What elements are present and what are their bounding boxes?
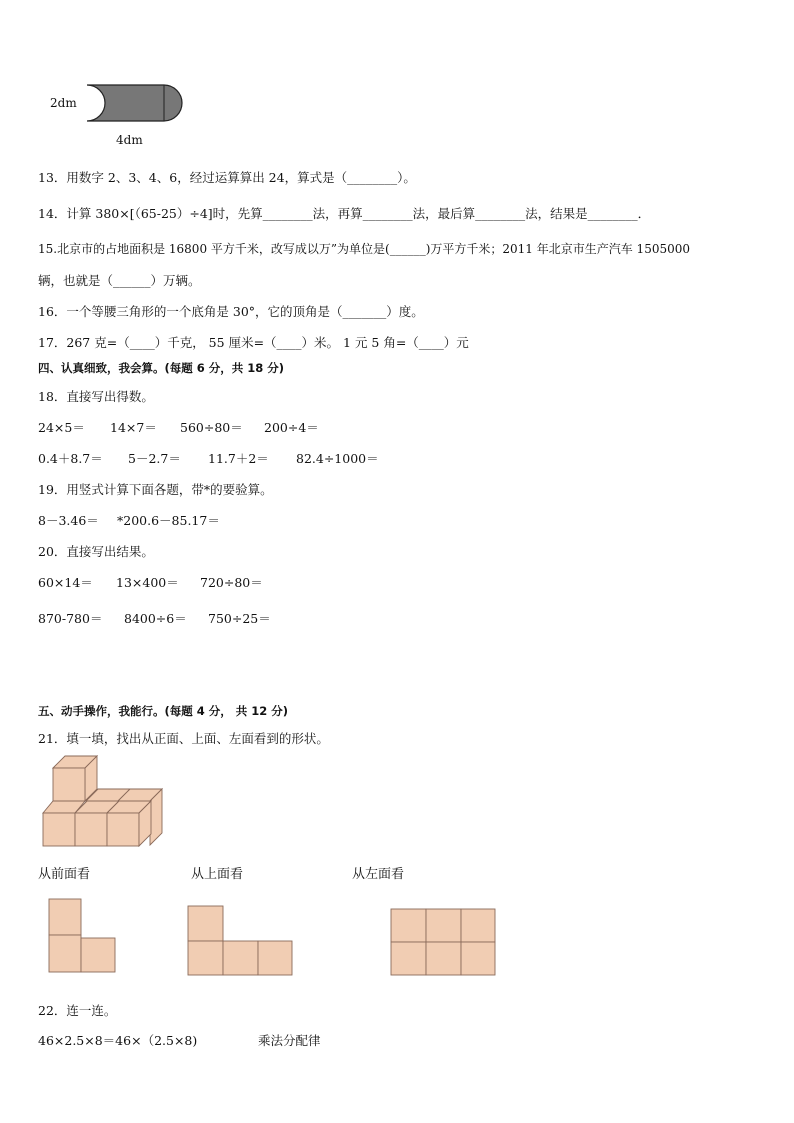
q18-expr: 82.4÷1000＝ <box>296 451 379 466</box>
q19-expr: *200.6－85.17＝ <box>117 513 220 528</box>
section4-title: 四、认真细致，我会算。(每题 6 分，共 18 分) <box>38 361 285 375</box>
question-13: 13．用数字 2、3、4、6，经过运算算出 24，算式是（________）。 <box>38 170 416 185</box>
q18-expr: 24×5＝ <box>38 420 85 435</box>
q20-expr: 13×400＝ <box>116 575 179 590</box>
q18-expr: 200÷4＝ <box>264 420 319 435</box>
q18-expr: 560÷80＝ <box>180 420 243 435</box>
figure12-shape <box>86 84 186 124</box>
q20-expr: 60×14＝ <box>38 575 93 590</box>
left-view-shape <box>390 908 498 978</box>
question-17: 17．267 克=（____）千克， 55 厘米=（____）米。 1 元 5 角=（____）元 <box>38 335 469 350</box>
cube-arrangement <box>40 756 172 850</box>
question-20-title: 20．直接写出结果。 <box>38 544 154 559</box>
view-label-left: 从左面看 <box>352 867 405 882</box>
question-21-title: 21．填一填，找出从正面、上面、左面看到的形状。 <box>38 731 329 746</box>
figure12-left-label: 2dm <box>50 96 77 110</box>
q20-expr: 870-780＝ <box>38 611 103 626</box>
q22-expression: 46×2.5×8＝46×（2.5×8) <box>38 1033 198 1048</box>
section5-title: 五、动手操作，我能行。(每题 4 分， 共 12 分) <box>38 704 289 718</box>
q18-expr: 0.4＋8.7＝ <box>38 451 103 466</box>
question-15-line2: 辆，也就是（______）万辆。 <box>38 273 201 288</box>
view-label-front: 从前面看 <box>38 867 91 882</box>
q18-expr: 14×7＝ <box>110 420 157 435</box>
q20-expr: 750÷25＝ <box>208 611 271 626</box>
q19-expr: 8－3.46＝ <box>38 513 99 528</box>
question-22-title: 22．连一连。 <box>38 1003 117 1018</box>
question-16: 16．一个等腰三角形的一个底角是 30°，它的顶角是（_______）度。 <box>38 304 424 319</box>
question-19-title: 19．用竖式计算下面各题，带*的要验算。 <box>38 482 273 497</box>
front-view-shape <box>48 898 118 974</box>
q20-expr: 8400÷6＝ <box>124 611 187 626</box>
q18-expr: 11.7＋2＝ <box>208 451 269 466</box>
q22-law: 乘法分配律 <box>258 1033 321 1048</box>
q18-expr: 5－2.7＝ <box>128 451 181 466</box>
view-label-top: 从上面看 <box>191 867 244 882</box>
top-view-shape <box>187 905 295 977</box>
question-15-line1: 15.北京市的占地面积是 16800 平方千米，改写成以万”为单位是(______)万平方千米；2011 年北京市生产汽车 1505000 <box>38 242 690 256</box>
question-14: 14．计算 380×[（65-25）÷4]时，先算________法，再算________法，最后算________法，结果是________． <box>38 206 651 221</box>
q20-expr: 720÷80＝ <box>200 575 263 590</box>
question-18-title: 18．直接写出得数。 <box>38 389 154 404</box>
figure12-bottom-label: 4dm <box>116 133 143 147</box>
